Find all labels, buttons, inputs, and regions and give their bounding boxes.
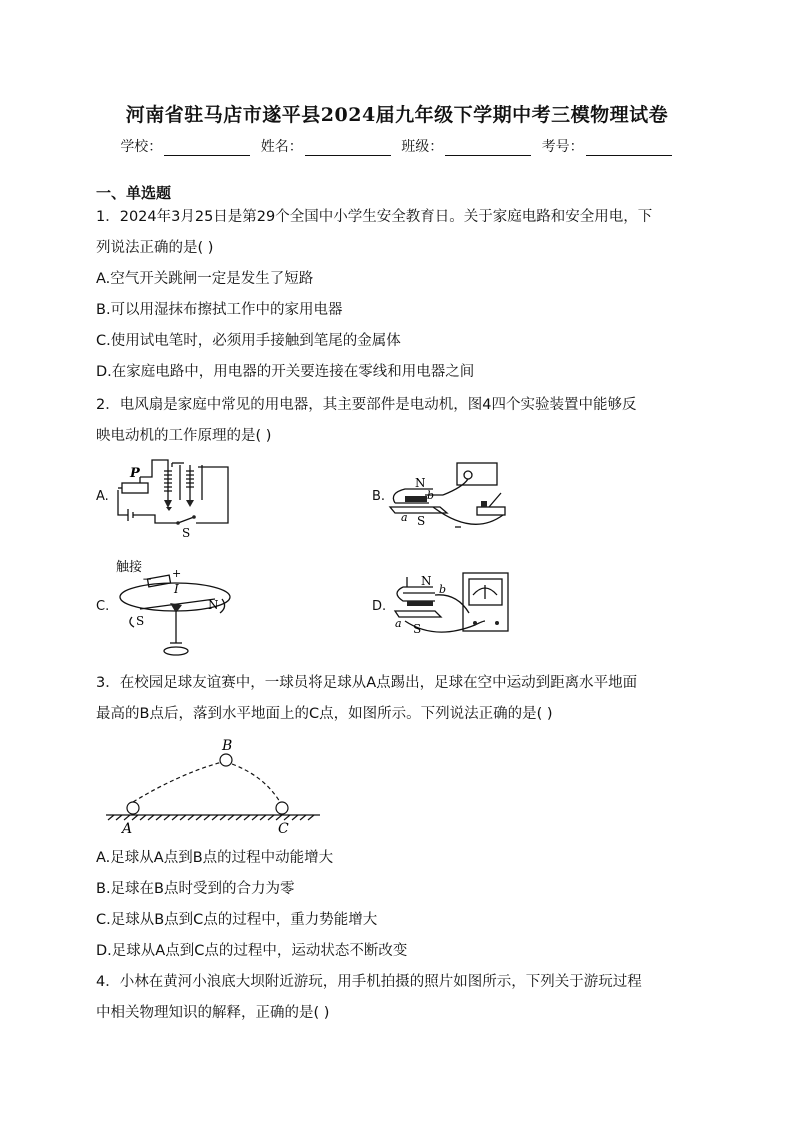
q1-option-c: C.使用试电笔时，必须用手接触到笔尾的金属体 — [96, 333, 401, 349]
q2c-plus-label: + — [172, 567, 182, 580]
page-title: 河南省驻马店市遂平县2024届九年级下学期中考三模物理试卷 — [125, 104, 669, 126]
q2-stem-line1: 2．电风扇是家庭中常见的用电器，其主要部件是电动机，图4四个实验装置中能够反 — [96, 397, 637, 413]
name-blank — [305, 141, 391, 156]
q3-stem-line1: 3．在校园足球友谊赛中，一球员将足球从A点踢出，足球在空中运动到距离水平地面 — [96, 675, 638, 691]
exam-number-blank — [586, 141, 672, 156]
q2d-b-label: b — [439, 583, 447, 596]
q4-stem-line1: 4．小林在黄河小浪底大坝附近游玩，用手机拍摄的照片如图所示，下列关于游玩过程 — [96, 974, 642, 990]
q3-option-b: B.足球在B点时受到的合力为零 — [96, 881, 295, 897]
q2c-n-label: N — [208, 598, 219, 612]
q2c-touch-label: 触接 — [116, 560, 143, 575]
q2-figure-c-oersted-experiment — [110, 555, 240, 660]
q2c-minus-label: − — [142, 572, 153, 586]
class-label: 班级： — [401, 139, 444, 155]
q2b-a-label: a — [401, 511, 408, 524]
q2d-a-label: a — [395, 617, 402, 630]
q3-point-b-label: B — [222, 738, 233, 754]
q2-figure-b-induction-setup — [385, 455, 525, 535]
q2-label-d: D. — [372, 599, 387, 614]
q1-option-d: D.在家庭电路中，用电器的开关要连接在零线和用电器之间 — [96, 364, 475, 380]
q2b-b-label: b — [427, 489, 435, 502]
q2b-s-label: S — [417, 514, 426, 528]
q2-label-a: A. — [96, 489, 109, 504]
q3-point-a-label: A — [122, 821, 133, 836]
q1-stem-line2: 列说法正确的是( ) — [96, 240, 214, 256]
q2a-p-label: P — [130, 466, 140, 481]
q1-option-b: B.可以用湿抹布擦拭工作中的家用电器 — [96, 302, 343, 318]
class-blank — [445, 141, 531, 156]
q2c-s-label: S — [136, 614, 145, 628]
q3-option-c: C.足球从B点到C点的过程中，重力势能增大 — [96, 912, 378, 928]
q2d-s-label: S — [413, 622, 422, 636]
q3-point-c-label: C — [278, 821, 289, 836]
q1-stem-line1: 1．2024年3月25日是第29个全国中小学生安全教育日。关于家庭电路和安全用电，下 — [96, 209, 653, 225]
section-heading: 一、单选题 — [96, 184, 172, 202]
q2a-s-label: S — [182, 526, 191, 540]
q2-figure-a-electromagnet-circuit — [110, 455, 235, 540]
name-label: 姓名： — [260, 139, 303, 155]
q2-figure-d-galvanometer-setup — [385, 565, 525, 640]
q2-stem-line2: 映电动机的工作原理的是( ) — [96, 428, 272, 444]
q3-option-d: D.足球从A点到C点的过程中，运动状态不断改变 — [96, 943, 408, 959]
q3-option-a: A.足球从A点到B点的过程中动能增大 — [96, 850, 334, 866]
q3-stem-line2: 最高的B点后，落到水平地面上的C点，如图所示。下列说法正确的是( ) — [96, 706, 553, 722]
q3-figure-ball-trajectory — [104, 736, 324, 836]
q1-option-a: A.空气开关跳闸一定是发生了短路 — [96, 271, 314, 287]
q2-label-c: C. — [96, 599, 110, 614]
q2d-n-label: N — [421, 574, 432, 588]
q4-stem-line2: 中相关物理知识的解释，正确的是( ) — [96, 1005, 330, 1021]
school-label: 学校： — [120, 139, 163, 155]
q2b-n-label: N — [415, 476, 426, 490]
student-info-row — [0, 136, 794, 156]
q2c-current-label: I — [174, 582, 179, 596]
exam-number-label: 考号： — [541, 139, 584, 155]
q2-label-b: B. — [372, 489, 386, 504]
school-blank — [164, 141, 250, 156]
